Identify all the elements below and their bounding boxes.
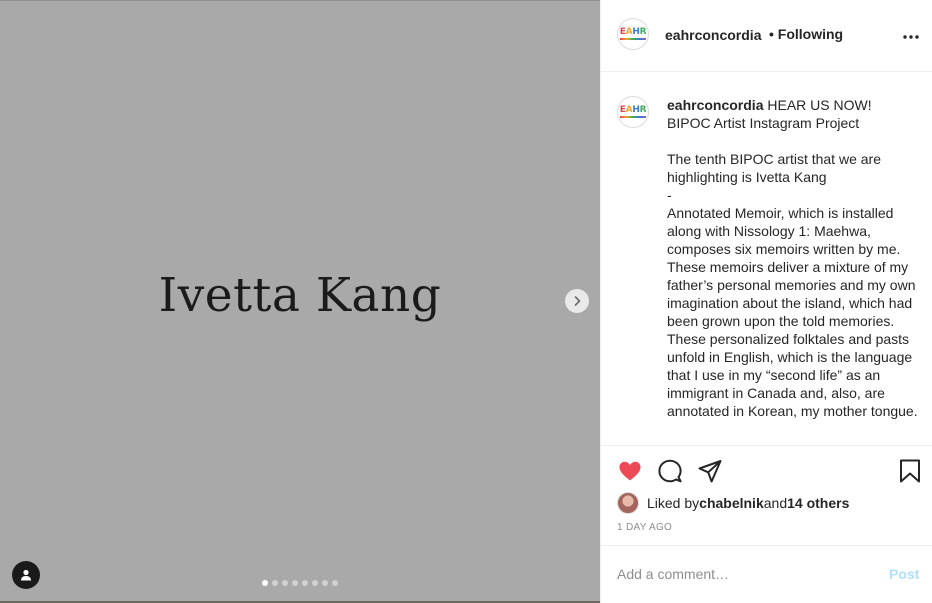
likes-connector: and: [763, 495, 788, 511]
media-top-border: [0, 0, 600, 1]
eahr-logo-text: EAHR: [619, 27, 647, 37]
slide-title: Ivetta Kang: [158, 268, 442, 323]
more-horizontal-icon[interactable]: [901, 27, 921, 43]
following-button[interactable]: • Following: [769, 26, 844, 42]
header-username[interactable]: eahrconcordia: [665, 27, 762, 43]
comment-bar: [601, 545, 932, 603]
carousel-dot: [272, 580, 278, 586]
post-actions: [601, 446, 932, 494]
caption-username[interactable]: eahrconcordia: [667, 97, 764, 113]
carousel-dot: [262, 580, 268, 586]
post-header: [601, 0, 932, 72]
likes-others-link[interactable]: 14 others: [787, 495, 850, 511]
caption-avatar[interactable]: [617, 96, 649, 128]
carousel-dot: [312, 580, 318, 586]
caption-body: HEAR US NOW! BIPOC Artist Instagram Project The tenth BIPOC artist that we are highlighting is Ivetta Kang - Annotated Memoir, which is installed along with Nissology 1: Maehwa, composes six memoirs written by me. These memoirs deliver a mixture of my father’s personal memories and my own imagination about the island, which had been grown upon the told memories. These personalized folktales and pasts unfold in English, which is the language that I use in my “second life” as an immigrant in Canada and, also, are annotated in Korean, my mother tongue.: [667, 97, 918, 419]
liker-avatar[interactable]: [617, 492, 639, 514]
eahr-logo: [620, 106, 646, 118]
user-tag-button[interactable]: [12, 561, 40, 589]
bookmark-icon[interactable]: [897, 458, 923, 484]
heart-filled-icon[interactable]: [617, 458, 643, 484]
carousel-dot: [322, 580, 328, 586]
carousel-dot: [302, 580, 308, 586]
comment-icon[interactable]: [657, 458, 683, 484]
carousel-indicators: [262, 580, 338, 586]
eahr-logo-text: EAHR: [619, 105, 647, 115]
likes-prefix: Liked by: [647, 495, 700, 511]
header-avatar[interactable]: [617, 18, 649, 50]
post-side-panel: [600, 0, 932, 603]
carousel-dot: [292, 580, 298, 586]
caption-area[interactable]: [601, 72, 932, 446]
likes-summary: [617, 492, 849, 514]
post-comment-button[interactable]: Post: [889, 566, 920, 582]
carousel-dot: [282, 580, 288, 586]
post-timestamp[interactable]: 1 DAY AGO: [617, 522, 673, 533]
next-slide-button[interactable]: [565, 289, 589, 313]
carousel-dot: [332, 580, 338, 586]
chevron-right-icon: [571, 295, 583, 307]
share-icon[interactable]: [697, 458, 723, 484]
liker-username[interactable]: chabelnik: [699, 495, 764, 511]
user-tag-icon: [19, 568, 33, 582]
caption-text: [667, 96, 929, 420]
comment-input[interactable]: [617, 564, 877, 584]
eahr-logo: [620, 28, 646, 40]
